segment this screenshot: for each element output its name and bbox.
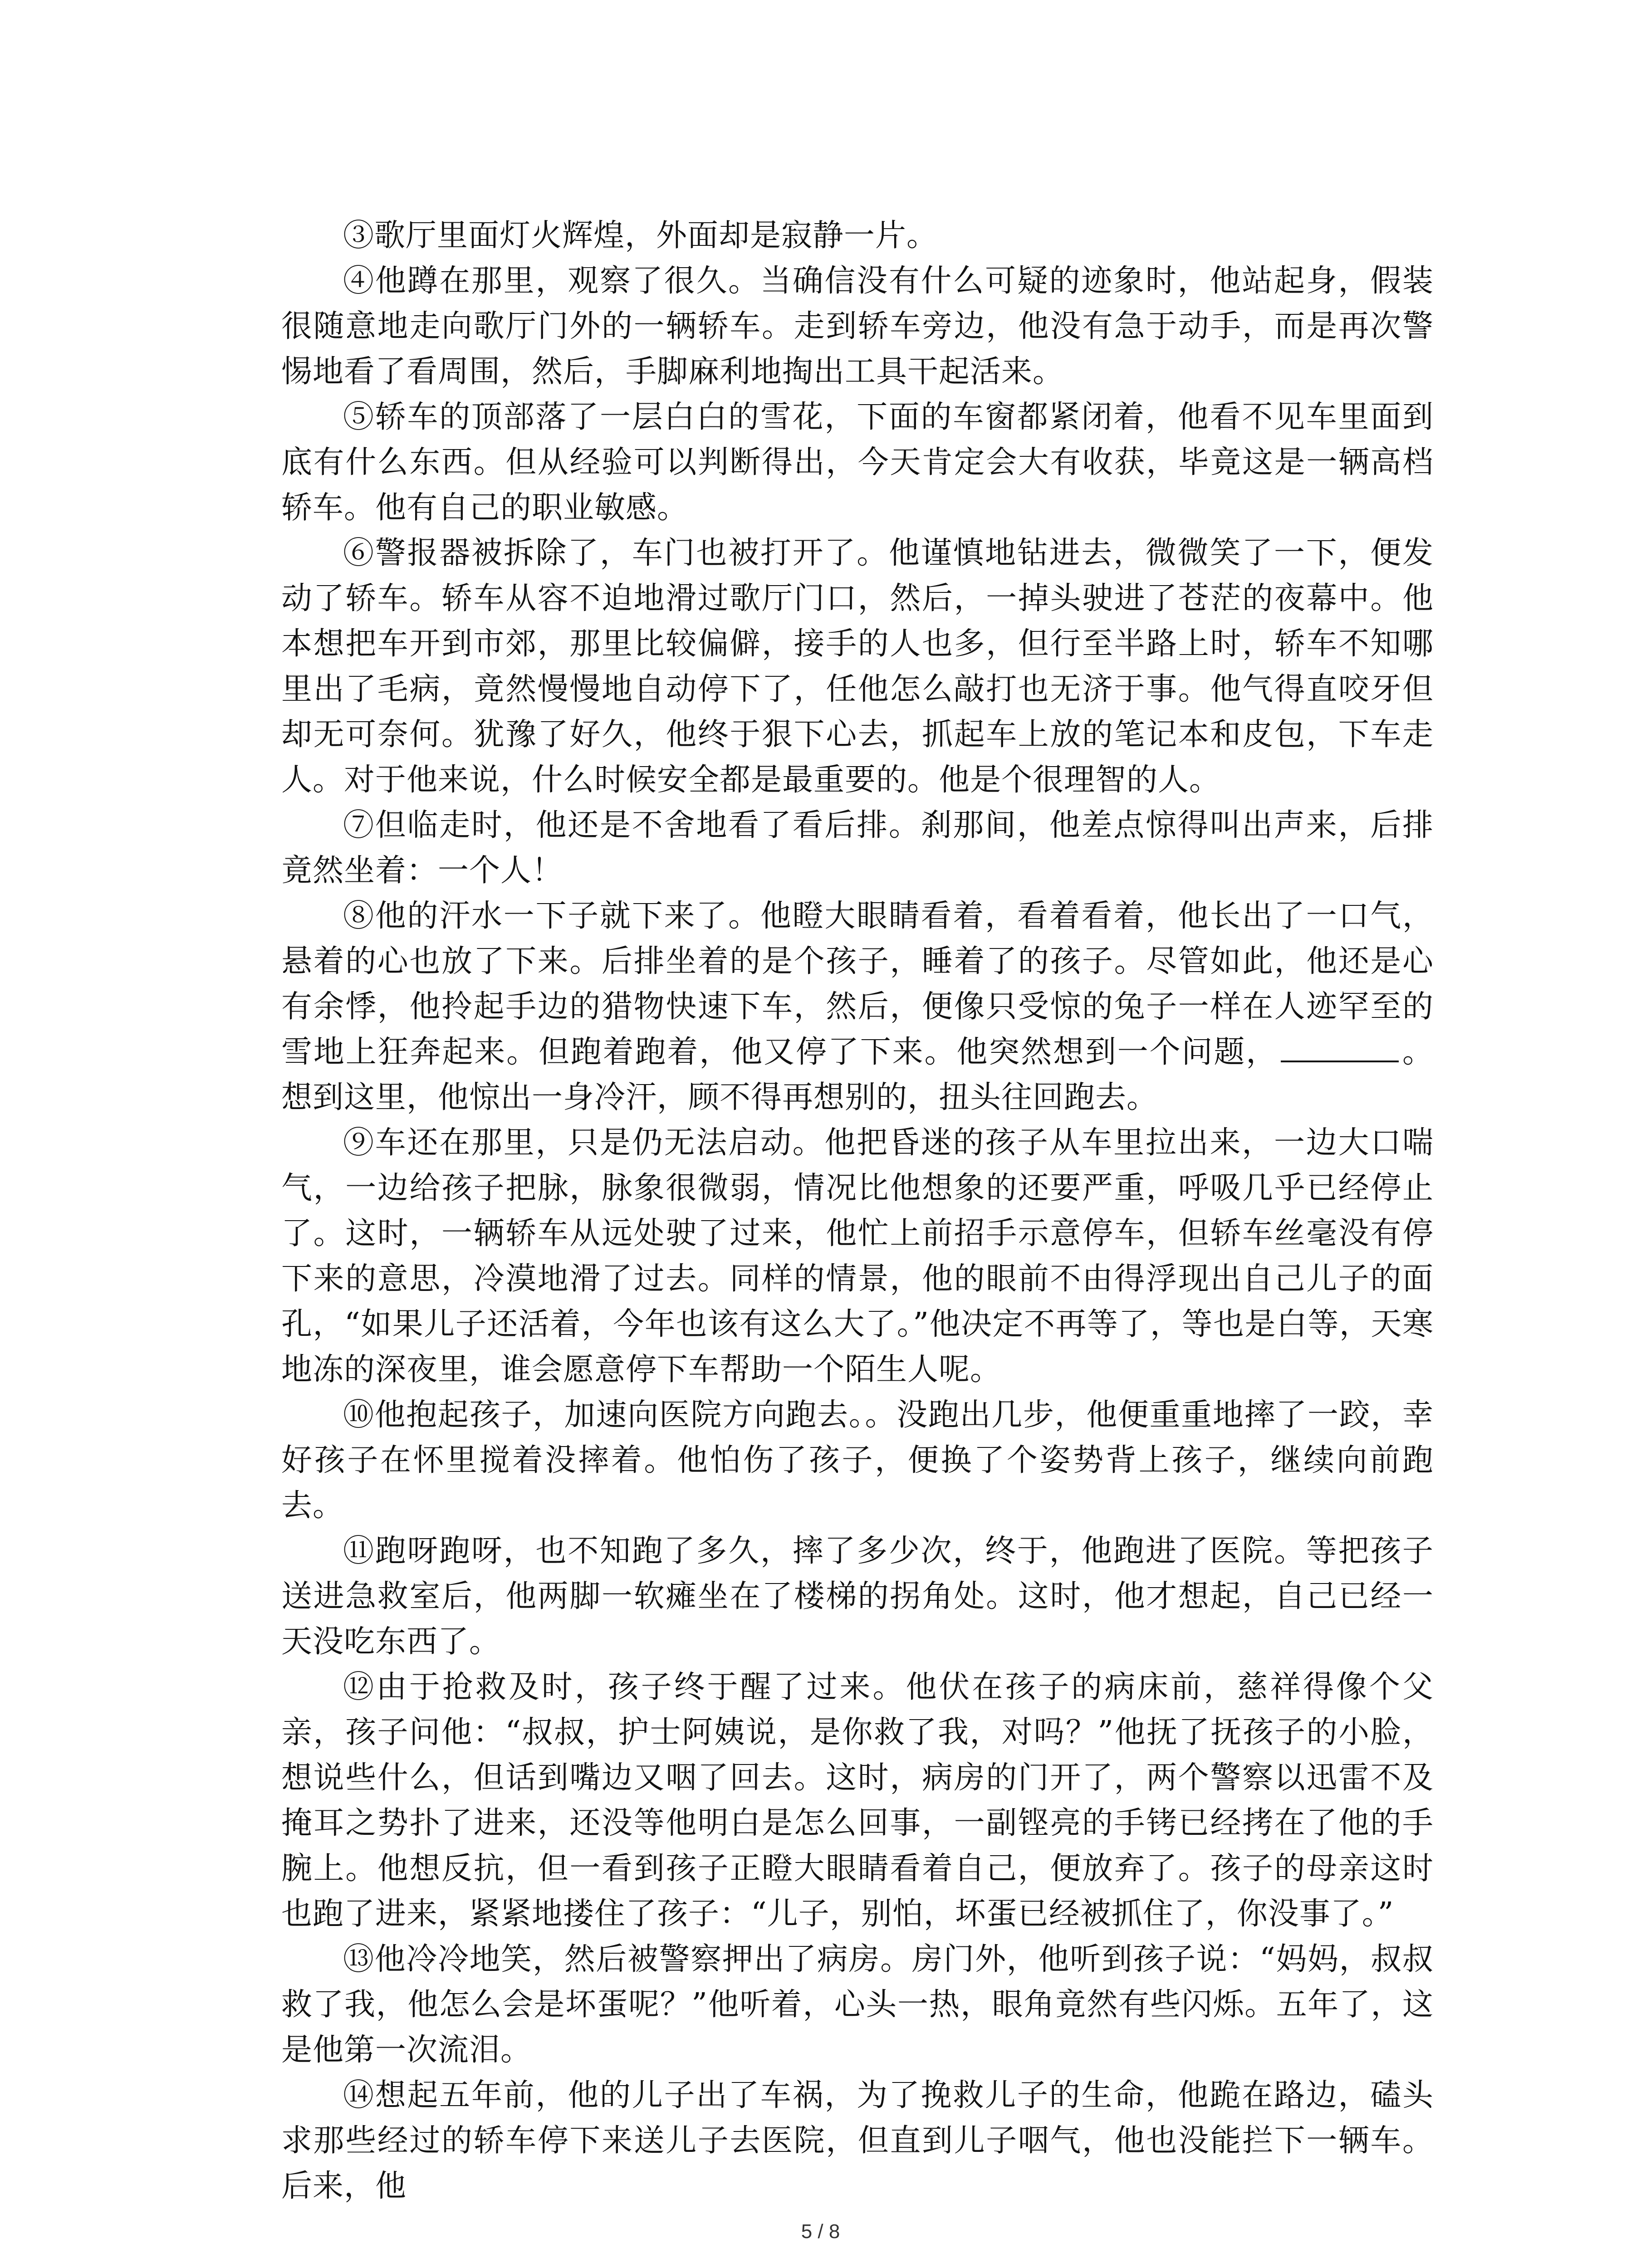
paragraph-8: [281, 894, 1434, 1120]
paragraph-8-after-blank: 。想到这里，他惊出一身冷汗，顾不得再想别的，扭头往回跑去。: [281, 1034, 1434, 1115]
paragraph-7: ⑦但临走时，他还是不舍地看了看后排。刹那间，他差点惊得叫出声来，后排竟然坐着：一个人！: [281, 807, 1434, 889]
paragraph-10: ⑩他抱起孩子，加速向医院方向跑去。。没跑出几步，他便重重地摔了一跤，幸好孩子在怀里搅着没摔着。他怕伤了孩子，便换了个姿势背上孩子，继续向前跑去。: [281, 1397, 1434, 1524]
paragraph-9: ⑨车还在那里，只是仍无法启动。他把昏迷的孩子从车里拉出来，一边大口喘气，一边给孩子把脉，脉象很微弱，情况比他想象的还要严重，呼吸几乎已经停止了。这时，一辆轿车从远处驶了过来，他忙上前招手示意停车，但轿车丝毫没有停下来的意思，冷漠地滑了过去。同样的情景，他的眼前不由得浮现出自己儿子的面孔，“如果儿子还活着，今年也该有这么大了。”他决定不再等了，等也是白等，天寒地冻的深夜里，谁会愿意停下车帮助一个陌生人呢。: [281, 1125, 1434, 1388]
paragraph-8-before-blank: ⑧他的汗水一下子就下来了。他瞪大眼睛看着，看着看着，他长出了一口气，悬着的心也放了下来。后排坐着的是个孩子，睡着了的孩子。尽管如此，他还是心有余悸，他拎起手边的猎物快速下车，然后，便像只受惊的兔子一样在人迹罕至的雪地上狂奔起来。但跑着跑着，他又停了下来。他突然想到一个问题，: [281, 898, 1434, 1070]
paragraph-14: ⑭想起五年前，他的儿子出了车祸，为了挽救儿子的生命，他跪在路边，磕头求那些经过的轿车停下来送儿子去医院，但直到儿子咽气，他也没能拦下一辆车。后来，他: [281, 2077, 1434, 2204]
paragraph-13: ⑬他冷冷地笑，然后被警察押出了病房。房门外，他听到孩子说：“妈妈，叔叔救了我，他怎么会是坏蛋呢？”他听着，心头一热，眼角竟然有些闪烁。五年了，这是他第一次流泪。: [281, 1941, 1434, 2068]
paragraph-5: ⑤轿车的顶部落了一层白白的雪花，下面的车窗都紧闭着，他看不见车里面到底有什么东西。但从经验可以判断得出，今天肯定会大有收获，毕竟这是一辆高档轿车。他有自己的职业敏感。: [281, 399, 1434, 526]
paragraph-12: ⑫由于抢救及时，孩子终于醒了过来。他伏在孩子的病床前，慈祥得像个父亲，孩子问他：“叔叔，护士阿姨说，是你救了我，对吗？”他抚了抚孩子的小脸，想说些什么，但话到嘴边又咽了回去。这时，病房的门开了，两个警察以迅雷不及掩耳之势扑了进来，还没等他明白是怎么回事，一副铿亮的手铐已经拷在了他的手腕上。他想反抗，但一看到孩子正瞪大眼睛看着自己，便放弃了。孩子的母亲这时也跑了进来，紧紧地搂住了孩子：“儿子，别怕，坏蛋已经被抓住了，你没事了。”: [281, 1669, 1434, 1932]
page-number: 5 / 8: [801, 2220, 840, 2243]
story-text: [281, 213, 1434, 2209]
paragraph-3: ③歌厅里面灯火辉煌，外面却是寂静一片。: [343, 218, 938, 254]
paragraph-4: ④他蹲在那里，观察了很久。当确信没有什么可疑的迹象时，他站起身，假装很随意地走向歌厅门外的一辆轿车。走到轿车旁边，他没有急于动手，而是再次警惕地看了看周围，然后，手脚麻利地掏出工具干起活来。: [281, 263, 1434, 390]
paragraph-11: ⑪跑呀跑呀，也不知跑了多久，摔了多少次，终于，他跑进了医院。等把孩子送进急救室后，他两脚一软瘫坐在了楼梯的拐角处。这时，他才想起，自己已经一天没吃东西了。: [281, 1533, 1434, 1660]
paragraph-6: ⑥警报器被拆除了，车门也被打开了。他谨慎地钻进去，微微笑了一下，便发动了轿车。轿车从容不迫地滑过歌厅门口，然后，一掉头驶进了苍茫的夜幕中。他本想把车开到市郊，那里比较偏僻，接手的人也多，但行至半路上时，轿车不知哪里出了毛病，竟然慢慢地自动停下了，任他怎么敲打也无济于事。他气得直咬牙但却无可奈何。犹豫了好久，他终于狠下心去，抓起车上放的笔记本和皮包，下车走人。对于他来说，什么时候安全都是最重要的。他是个很理智的人。: [281, 535, 1434, 798]
fill-in-blank: [1281, 1031, 1399, 1062]
